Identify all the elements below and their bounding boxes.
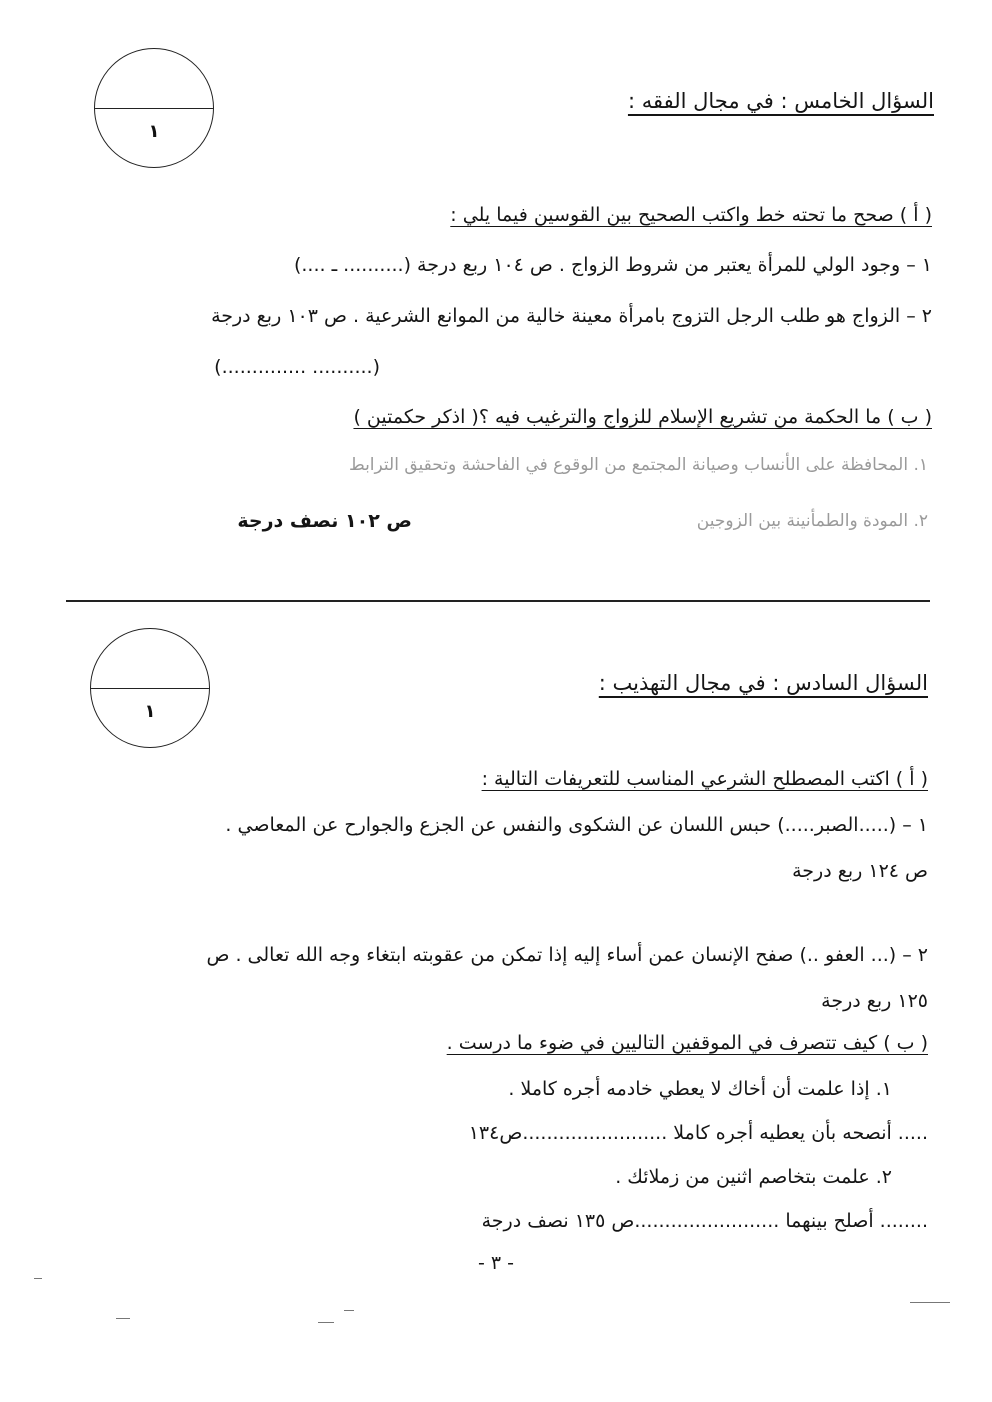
score-divider	[95, 108, 213, 109]
q6-part-a: ( أ ) اكتب المصطلح الشرعي المناسب للتعريفات التالية :	[481, 768, 928, 790]
q6-situation-2: ٢. علمت بتخاصم اثنين من زملائك .	[615, 1166, 892, 1188]
q5-item-2: ٢ – الزواج هو طلب الرجل التزوج بامرأة معينة خالية من الموانع الشرعية . ص ١٠٣ ربع درجة	[211, 305, 932, 327]
scan-speck	[910, 1302, 950, 1303]
scan-speck	[116, 1318, 130, 1319]
score-circle-q5	[94, 48, 214, 168]
scan-speck	[34, 1278, 42, 1279]
section-divider	[66, 600, 930, 602]
score-value: ١	[144, 701, 156, 723]
page-number: - ٣ -	[477, 1252, 514, 1274]
q5-item-1: ١ – وجود الولي للمرأة يعتبر من شروط الزواج . ص ١٠٤ ربع درجة (.......... ـ ....)	[293, 254, 932, 276]
q6-item-2: ٢ – (... العفو ..) صفح الإنسان عمن أساء إليه إذا تمكن من عقوبته ابتغاء وجه الله تعالى . ص	[206, 944, 928, 966]
q5-part-b: ( ب ) ما الحكمة من تشريع الإسلام للزواج والترغيب فيه ؟( اذكر حكمتين )	[353, 406, 932, 428]
score-value: ١	[148, 121, 160, 143]
q5-reference: ص ١٠٢ نصف درجة	[237, 510, 412, 532]
q6-situation-1: ١. إذا علمت أن أخاك لا يعطي خادمه أجره كاملا .	[508, 1078, 892, 1100]
scan-speck	[318, 1322, 334, 1323]
q6-title: السؤال السادس : في مجال التهذيب :	[598, 671, 928, 695]
q6-item-2-reference: ١٢٥ ربع درجة	[821, 990, 928, 1012]
q6-item-1-reference: ص ١٢٤ ربع درجة	[792, 860, 928, 882]
q5-item-2-answer: (.......... ..............)	[214, 356, 380, 378]
q5-title: السؤال الخامس : في مجال الفقه :	[627, 89, 934, 113]
scan-speck	[344, 1310, 354, 1311]
q5-answer-line-1: ١. المحافظة على الأنساب وصيانة المجتمع من الوقوع في الفاحشة وتحقيق الترابط	[348, 455, 928, 475]
q5-part-a: ( أ ) صحح ما تحته خط واكتب الصحيح بين القوسين فيما يلي :	[450, 204, 932, 226]
q5-answer-line-2: ٢. المودة والطمأنينة بين الزوجين	[696, 511, 928, 531]
score-divider	[91, 688, 209, 689]
score-circle-q6	[90, 628, 210, 748]
q6-item-1: ١ – (.....الصبر.....) حبس اللسان عن الشكوى والنفس عن الجزع والجوارح عن المعاصي .	[225, 814, 928, 836]
q6-part-b: ( ب ) كيف تتصرف في الموقفين التاليين في ضوء ما درست .	[446, 1032, 928, 1054]
q6-situation-2-answer: ........ أصلح بينهما ........................ص ١٣٥ نصف درجة	[481, 1210, 928, 1232]
q6-situation-1-answer: ..... أنصحه بأن يعطيه أجره كاملا ........................ص١٣٤	[468, 1122, 928, 1144]
